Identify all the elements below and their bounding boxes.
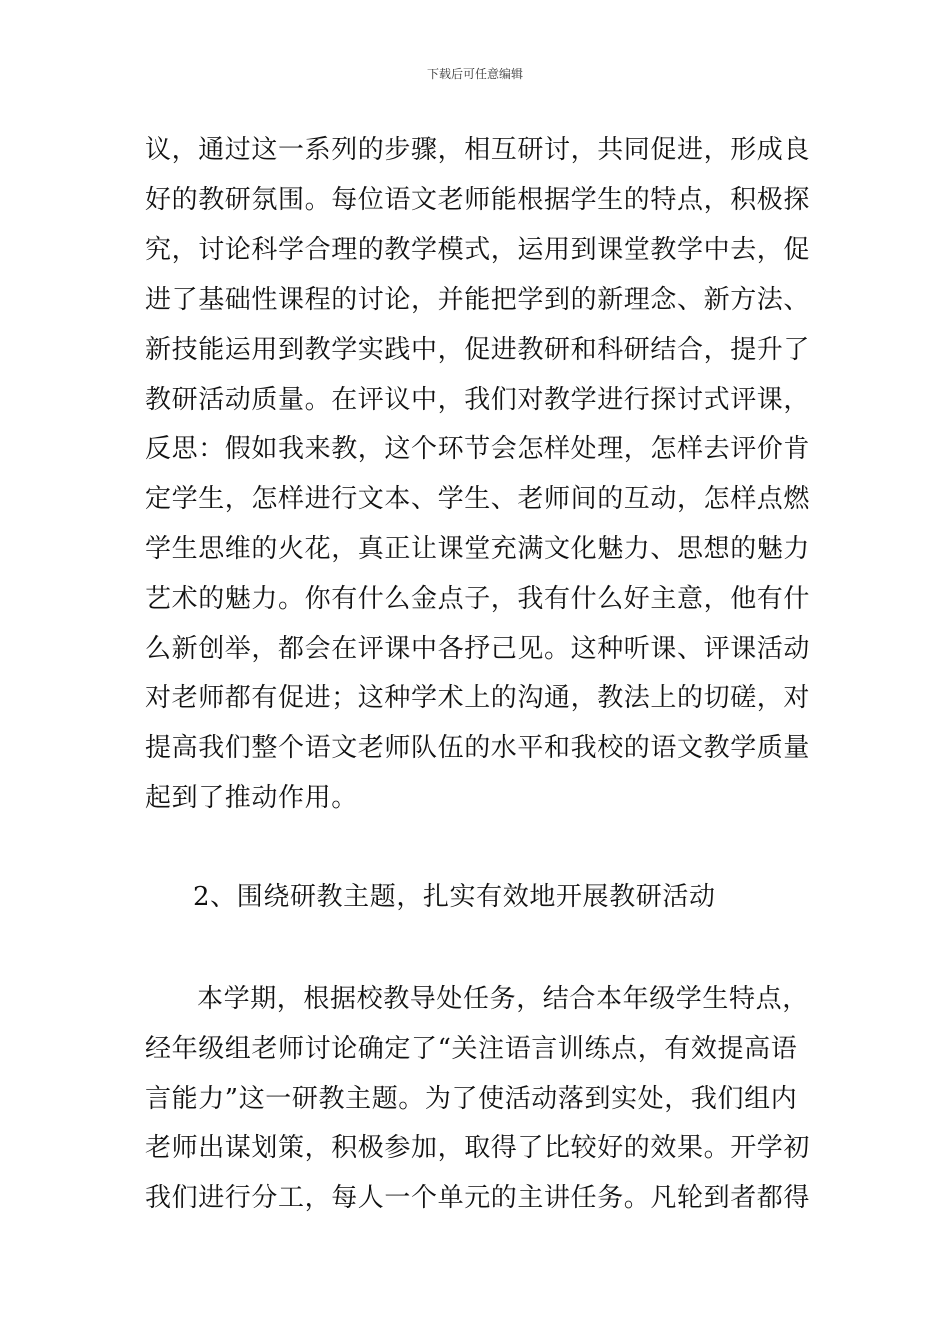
paragraph-line: 议，通过这一系列的步骤，相互研讨，共同促进，形成良 — [145, 135, 811, 165]
paragraph-line: 反思：假如我来教，这个环节会怎样处理，怎样去评价肯 — [145, 434, 811, 464]
paragraph-line: 教研活动质量。在评议中，我们对教学进行探讨式评课， — [145, 385, 811, 415]
paragraph-line: 学生思维的火花，真正让课堂充满文化魅力、思想的魅力 — [145, 534, 811, 564]
paragraph-line: 么新创举，都会在评课中各抒己见。这种听课、评课活动 — [145, 634, 811, 664]
paragraph-line: 起到了推动作用。 — [145, 783, 358, 813]
paragraph-line: 艺术的魅力。你有什么金点子，我有什么好主意，他有什 — [145, 584, 811, 614]
paragraph-line: 定学生，怎样进行文本、学生、老师间的互动，怎样点燃 — [145, 484, 811, 514]
paragraph-line: 经年级组老师讨论确定了“关注语言训练点，有效提高语 — [145, 1034, 798, 1064]
paragraph-line: 本学期，根据校教导处任务，结合本年级学生特点， — [197, 984, 809, 1014]
paragraph-line: 新技能运用到教学实践中，促进教研和科研结合，提升了 — [145, 335, 811, 365]
page-header: 下载后可任意编辑 — [426, 67, 523, 81]
paragraph-line: 提高我们整个语文老师队伍的水平和我校的语文教学质量 — [145, 733, 811, 763]
paragraph-line: 对老师都有促进；这种学术上的沟通，教法上的切磋，对 — [145, 683, 811, 713]
section-heading: 2、围绕研教主题，扎实有效地开展教研活动 — [193, 882, 716, 912]
paragraph-line: 言能力”这一研教主题。为了使活动落到实处，我们组内 — [145, 1084, 798, 1114]
paragraph-line: 好的教研氛围。每位语文老师能根据学生的特点，积极探 — [145, 185, 811, 215]
paragraph-line: 我们进行分工，每人一个单元的主讲任务。凡轮到者都得 — [145, 1183, 811, 1213]
paragraph-line: 究，讨论科学合理的教学模式，运用到课堂教学中去，促 — [145, 235, 811, 265]
paragraph-line: 老师出谋划策，积极参加，取得了比较好的效果。开学初 — [145, 1133, 811, 1163]
paragraph-line: 进了基础性课程的讨论，并能把学到的新理念、新方法、 — [145, 285, 811, 315]
